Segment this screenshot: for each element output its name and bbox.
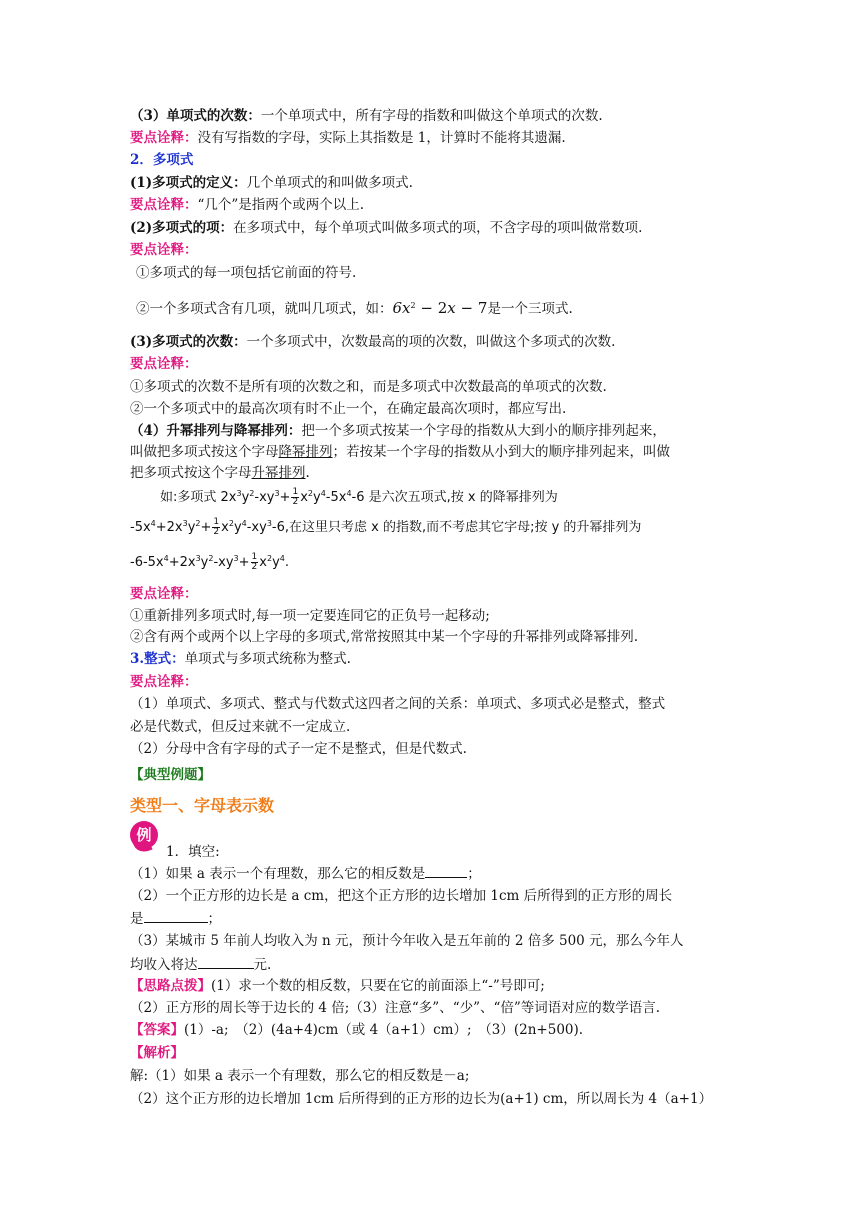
line-reorder-note-2: ②含有两个或两个以上字母的多项式,常常按照其中某一个字母的升幂排列或降幂排列. xyxy=(130,629,639,645)
line-note-1: 要点诠释：没有写指数的字母，实际上其指数是 1，计算时不能将其遗漏. xyxy=(130,130,566,146)
section-typical-examples: 【典型例题】 xyxy=(130,767,211,783)
line-order-def: （4）升幂排列与降幂排列：把一个多项式按某一个字母的指数从大到小的顺序排列起来， xyxy=(130,423,666,439)
question-part-3-cont: 均收入将达 元. xyxy=(130,957,272,973)
line-example-2: $-5x^4+2x^3y^2+$ $\frac{1}{2}$ $x^2y^4-xy^3-6$,在这里只考虑 x 的指数,而不考虑其它字母;按 y 的升幂排列为 xyxy=(130,517,642,537)
heading-polynomial: 2．多项式 xyxy=(130,152,194,168)
answer-blank-1 xyxy=(425,864,467,878)
line-degree-note-2: ②一个多项式中的最高次项有时不止一个，在确定最高次项时，都应写出. xyxy=(130,401,567,417)
line-monomial-degree: （3）单项式的次数：一个单项式中，所有字母的指数和叫做这个单项式的次数. xyxy=(130,108,603,124)
line-poly-def: (1)多项式的定义：几个单项式的和叫做多项式. xyxy=(130,175,413,191)
note-label-6: 要点诠释： xyxy=(130,674,198,690)
note-label-4: 要点诠释： xyxy=(130,356,198,372)
solution-line-1: 解:（1）如果 a 表示一个有理数，那么它的相反数是－a; xyxy=(130,1068,470,1084)
svg-text:例: 例 xyxy=(136,826,152,844)
line-note-2: 要点诠释：“几个”是指两个或两个以上. xyxy=(130,197,365,213)
analysis-label: 【解析】 xyxy=(130,1045,184,1061)
answer-line: 【答案】(1）-a; （2）(4a+4)cm（或 4（a+1）cm）; （3）(2n+500). xyxy=(130,1022,584,1038)
question-part-3: （3）某城市 5 年前人均收入为 n 元，预计今年收入是五年前的 2 倍多 500 元，那么今年人 xyxy=(130,933,684,949)
example-badge-icon xyxy=(128,818,162,856)
line-item-terms: ②一个多项式含有几项，就叫几项式，如：$6x^2 - 2x - 7$是一个三项式. xyxy=(136,299,573,317)
solution-line-2: （2）这个正方形的边长增加 1cm 后所得到的正方形的边长为(a+1) cm，所以周长为 4（a+1） xyxy=(130,1091,713,1107)
question-part-1: （1）如果 a 表示一个有理数，那么它的相反数是 ； xyxy=(130,866,481,882)
note-label-3: 要点诠释： xyxy=(130,242,198,258)
question-title: 1．填空: xyxy=(166,844,220,860)
question-part-2-cont: 是 ； xyxy=(130,911,221,927)
section-type-one: 类型一、字母表示数 xyxy=(130,796,275,815)
line-relation-3: （2）分母中含有字母的式子一定不是整式，但是代数式. xyxy=(130,741,467,757)
line-order-asc: 把多项式按这个字母升幂排列. xyxy=(130,465,310,481)
note-label-5: 要点诠释： xyxy=(130,586,198,602)
fraction-half: $\frac{1}{2}$ xyxy=(251,552,258,572)
question-part-2: （2）一个正方形的边长是 a cm，把这个正方形的边长增加 1cm 后所得到的正方形的周长 xyxy=(130,888,673,904)
hint-line-2: （2）正方形的周长等于边长的 4 倍;（3）注意“多”、“少”、“倍”等词语对应的数学语言. xyxy=(130,1000,661,1016)
line-example-1: 如:多项式 $2x^3y^2-xy^3+$ $\frac{1}{2}$ $x^2y^4-5x^4-6$ 是六次五项式,按 x 的降幂排列为 xyxy=(160,487,558,507)
fraction-half: $\frac{1}{2}$ xyxy=(213,517,220,537)
line-integral-def: 3.整式：单项式与多项式统称为整式. xyxy=(130,651,351,667)
line-relation-1: （1）单项式、多项式、整式与代数式这四者之间的关系：单项式、多项式必是整式，整式 xyxy=(130,696,666,712)
answer-blank-3 xyxy=(198,955,254,969)
line-poly-term: (2)多项式的项：在多项式中，每个单项式叫做多项式的项，不含字母的项叫做常数项. xyxy=(130,220,643,236)
hint-line-1: 【思路点拨】(1）求一个数的相反数，只要在它的前面添上“-”号即可; xyxy=(130,978,545,994)
fraction-half: $\frac{1}{2}$ xyxy=(292,487,299,507)
line-poly-degree: (3)多项式的次数：一个多项式中，次数最高的项的次数，叫做这个多项式的次数. xyxy=(130,334,616,350)
answer-blank-2 xyxy=(144,909,208,923)
line-order-desc: 叫做把多项式按这个字母降幂排列；若按某一个字母的指数从小到大的顺序排列起来，叫做 xyxy=(130,444,670,460)
line-relation-2: 必是代数式，但反过来就不一定成立. xyxy=(130,719,351,735)
line-example-3: $-6-5x^4+2x^3y^2-xy^3+$ $\frac{1}{2}$ $x^2y^4$. xyxy=(130,552,290,572)
trinomial-formula: $6x^2 - 2x - 7$ xyxy=(392,299,488,317)
line-reorder-note-1: ①重新排列多项式时,每一项一定要连同它的正负号一起移动; xyxy=(130,608,490,624)
line-item-sign: ①多项式的每一项包括它前面的符号. xyxy=(136,265,357,281)
line-degree-note-1: ①多项式的次数不是所有项的次数之和，而是多项式中次数最高的单项式的次数. xyxy=(130,379,607,395)
